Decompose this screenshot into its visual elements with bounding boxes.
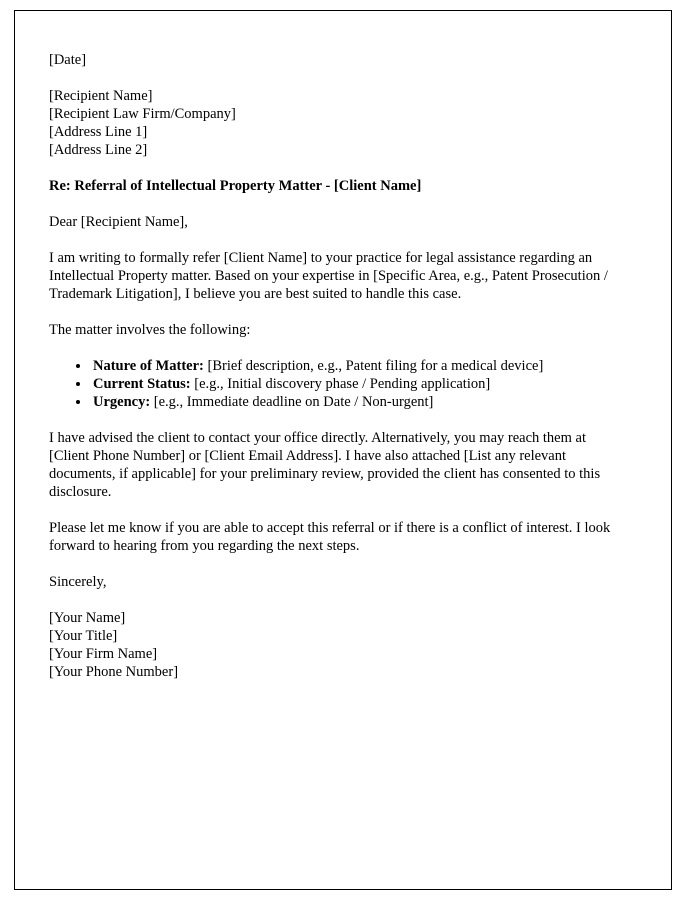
recipient-address-line-1: [Address Line 1] bbox=[49, 124, 148, 140]
bullet-label: Nature of Matter: bbox=[93, 358, 204, 374]
bullet-label: Current Status: bbox=[93, 376, 191, 392]
bullet-text: [e.g., Initial discovery phase / Pending application] bbox=[190, 376, 491, 392]
bullet-nature-of-matter bbox=[91, 357, 629, 375]
recipient-address-line-2: [Address Line 2] bbox=[49, 142, 148, 158]
body-paragraph-4: Please let me know if you are able to accept this referral or if there is a conflict of interest. I look forward to hearing from you regarding the next steps. bbox=[49, 520, 611, 554]
signature-title-line: [Your Title] bbox=[49, 628, 118, 644]
body-paragraph-3: I have advised the client to contact your office directly. Alternatively, you may reach them at [Client Phone Number] or [Client Email Address]. I have also attached [List any relevant documents, if applicable] for your preliminary review, provided the client has consented to this disclosure. bbox=[49, 430, 601, 500]
bullet-text: [Brief description, e.g., Patent filing for a medical device] bbox=[203, 358, 544, 374]
matter-details-list bbox=[49, 357, 629, 411]
recipient-name-line: [Recipient Name] bbox=[49, 88, 153, 104]
recipient-firm-line: [Recipient Law Firm/Company] bbox=[49, 106, 236, 122]
bullet-current-status bbox=[91, 375, 629, 393]
closing: Sincerely, bbox=[49, 574, 107, 590]
bullet-label: Urgency: bbox=[93, 394, 151, 410]
recipient-block bbox=[49, 87, 629, 159]
letter-page bbox=[14, 10, 672, 890]
signature-block bbox=[49, 609, 629, 681]
bullet-urgency bbox=[91, 393, 629, 411]
signature-name-line: [Your Name] bbox=[49, 610, 126, 626]
signature-firm-line: [Your Firm Name] bbox=[49, 646, 158, 662]
date-line: [Date] bbox=[49, 52, 87, 68]
body-paragraph-1: I am writing to formally refer [Client Name] to your practice for legal assistance regarding an Intellectual Property matter. Based on your expertise in [Specific Area, e.g., Patent Prosecution / Trademark Litigation], I believe you are best suited to handle this case. bbox=[49, 250, 608, 302]
signature-phone-line: [Your Phone Number] bbox=[49, 664, 179, 680]
salutation: Dear [Recipient Name], bbox=[49, 214, 188, 230]
bullet-text: [e.g., Immediate deadline on Date / Non-urgent] bbox=[150, 394, 434, 410]
subject-line: Re: Referral of Intellectual Property Matter - [Client Name] bbox=[49, 178, 422, 194]
body-paragraph-2: The matter involves the following: bbox=[49, 322, 251, 338]
